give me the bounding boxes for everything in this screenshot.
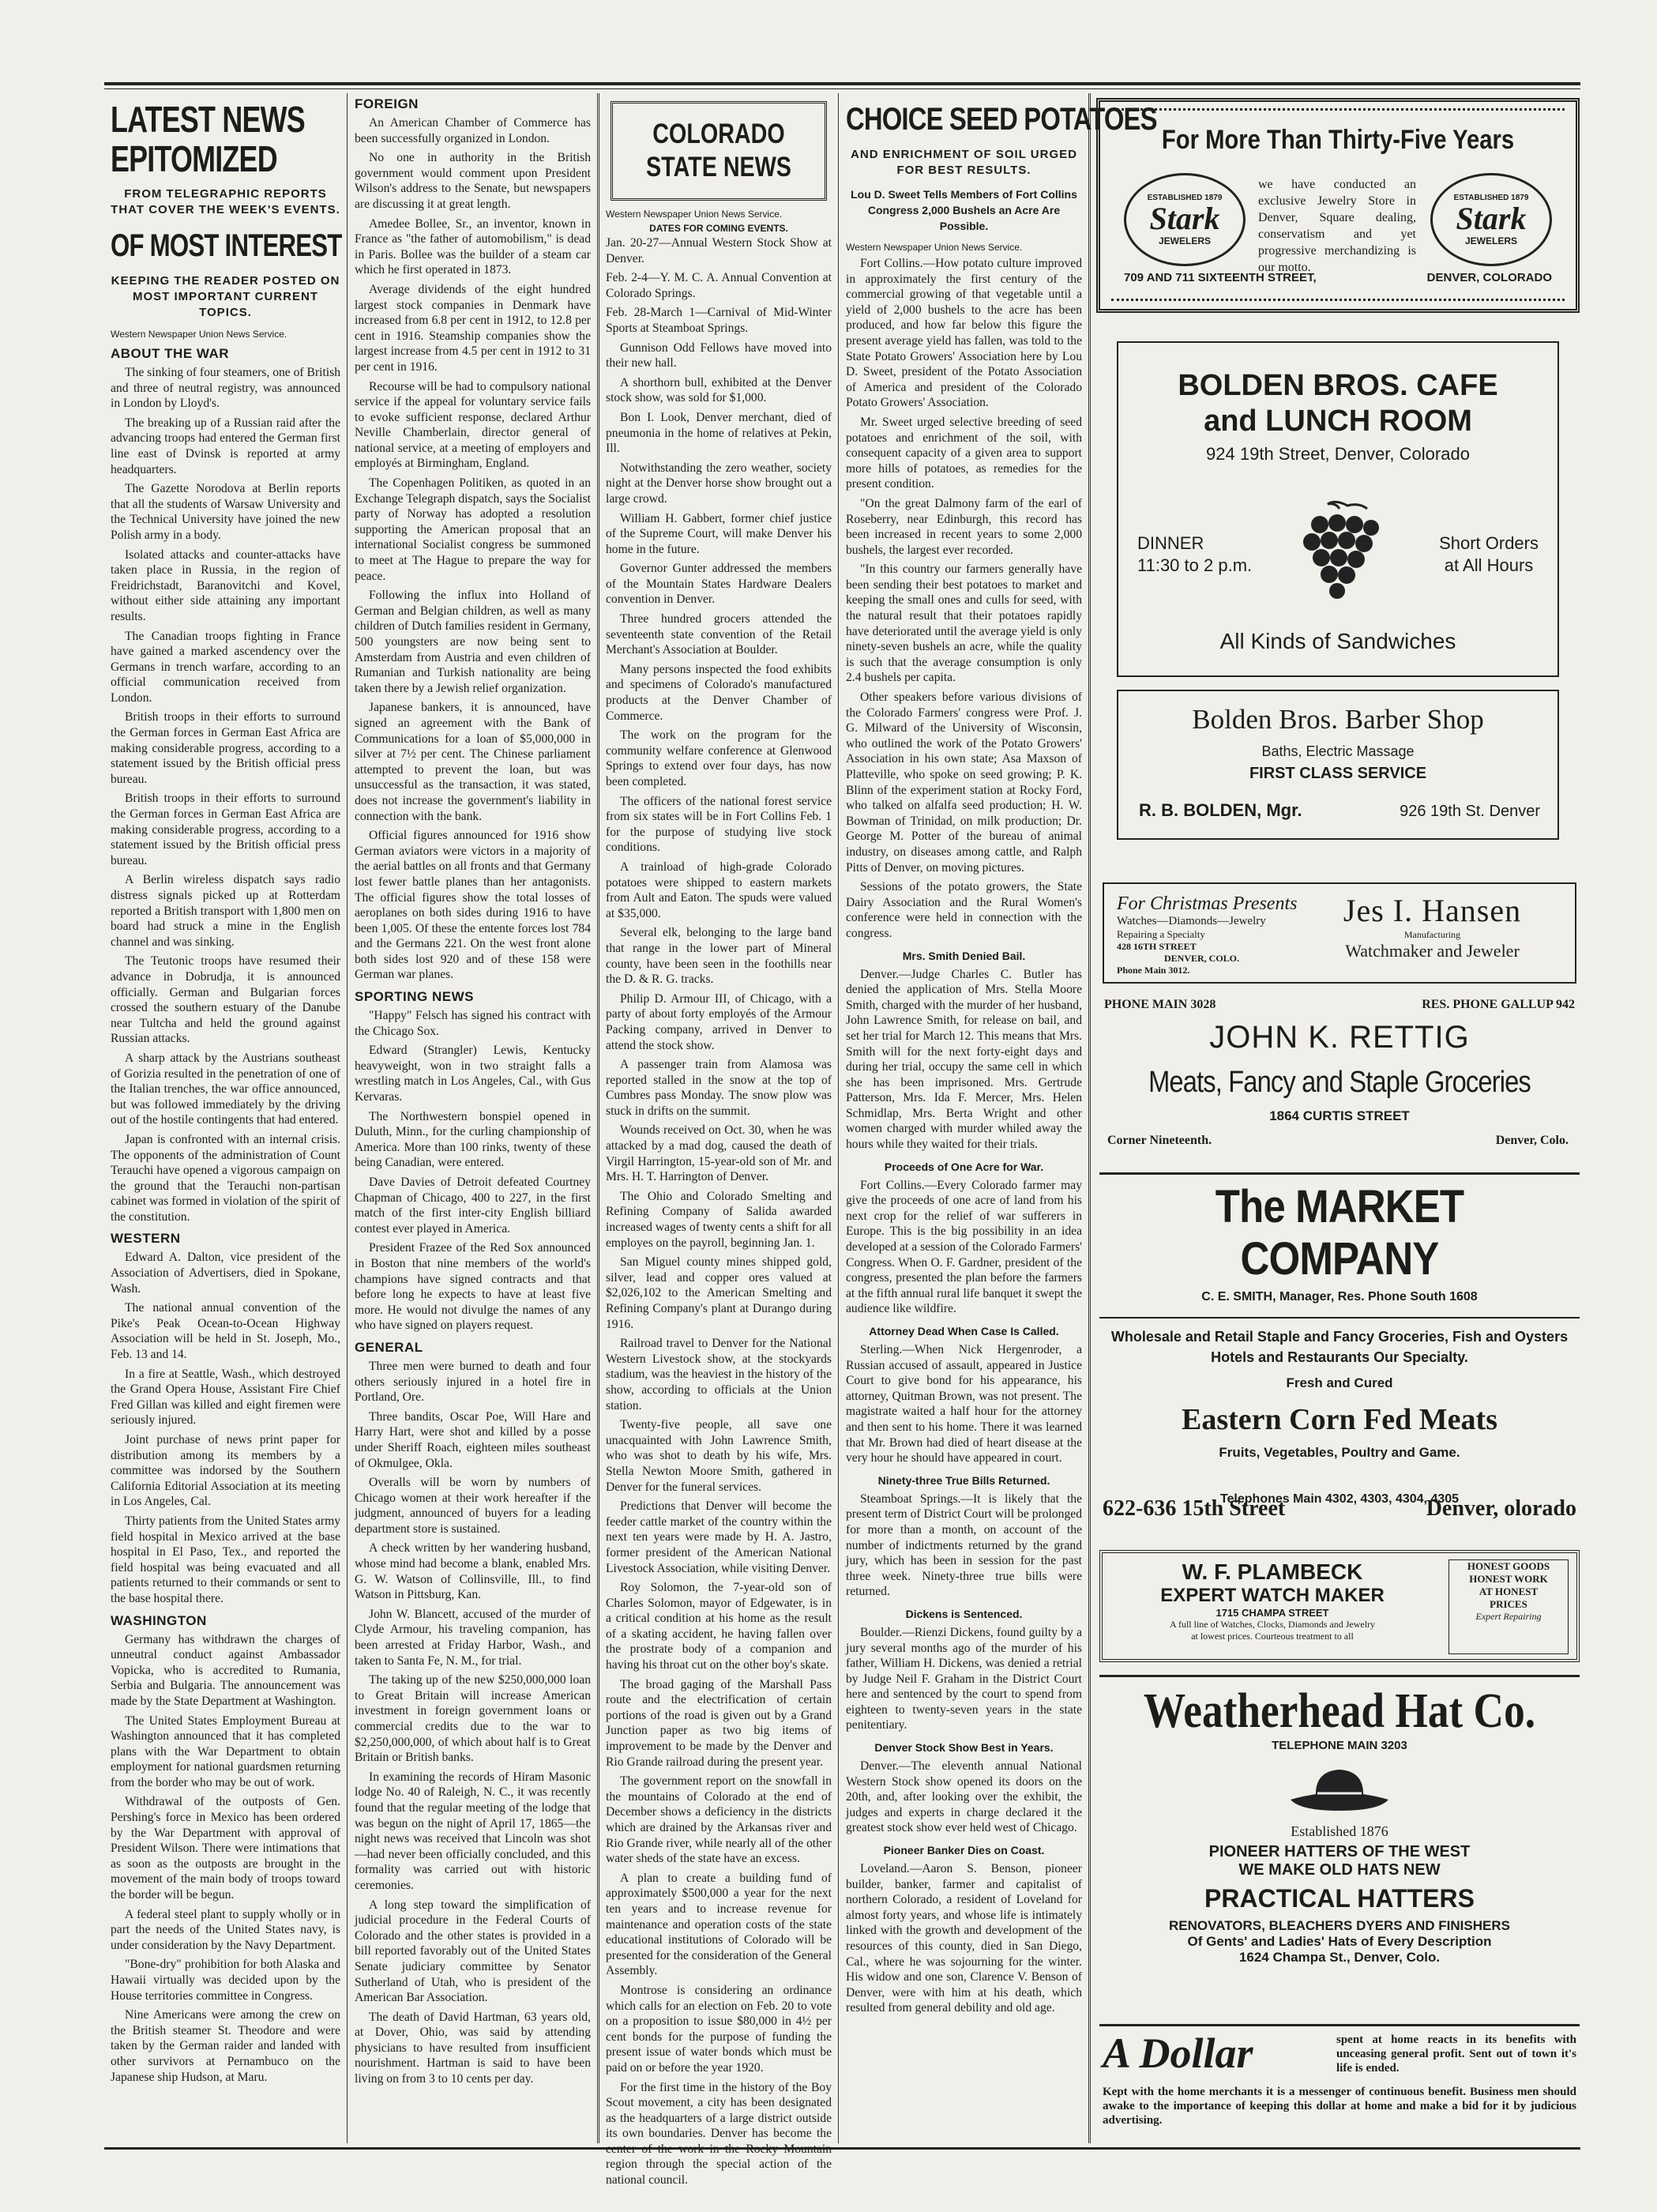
section-sporting-news: SPORTING NEWS	[355, 989, 475, 1005]
stark-seal-left	[1124, 173, 1246, 266]
hansen-street: 428 16TH STREET	[1117, 941, 1197, 952]
article-paragraph: Several elk, belonging to the large band that range in the lower part of Mineral county, have been seen in the foothills near the D. & R. G. tracks.	[606, 926, 832, 987]
deck-keeping-posted: KEEPING THE READER POSTED ON MOST IMPORTANT CURRENT TOPICS.	[111, 274, 340, 319]
rettig-phone-right: RES. PHONE GALLUP 942	[1422, 998, 1575, 1011]
grapes-icon	[1280, 501, 1399, 611]
article-paragraph: A check written by her wandering husband, whose mind had become a blank, enabled Mrs. G. W. Watson of Collinsville, Ill., to find Watson in Pittsburg, Kan.	[355, 1541, 591, 1602]
tag-line: HONEST GOODS	[1467, 1560, 1550, 1572]
article-paragraph: Montrose is considering an ordinance which calls for an election on Feb. 20 to vote on a proposition to issue $80,000 in 4½ per cent bonds for the purpose of funding the present issue of water bonds which must be paid on or before the year 1920.	[606, 1983, 832, 2075]
barber-address: 926 19th St. Denver	[1400, 803, 1540, 820]
plambeck-tag	[1448, 1559, 1569, 1654]
ad-bolden-barber	[1117, 690, 1559, 840]
article-paragraph: Official figures announced for 1916 show German aviators were victors in a majority of the aerial battles on all fronts and that Germany lost fewer battle planes than her antagonists. The official figures show the total losses of aeroplanes on both sides during 1916 to have been 1,005. Of these the entente forces lost 784 and the Germans 221. On the west front alone both sides lost 920 and of these 158 were German war planes.	[355, 829, 591, 982]
plambeck-line-2: at lowest prices. Courteous treatment to all	[1191, 1631, 1354, 1642]
market-fresh: Fresh and Cured	[1286, 1375, 1393, 1390]
article-paragraph: An American Chamber of Commerce has been successfully organized in London.	[355, 116, 591, 145]
masthead-line-1: COLORADO	[652, 118, 785, 149]
hat-established: Established 1876	[1291, 1823, 1388, 1839]
hat-address: 1624 Champa St., Denver, Colo.	[1238, 1950, 1441, 1965]
article-paragraph: Japan is confronted with an internal crisis. The opponents of the administration of Count Terauchi have opened a vigorous campaign on the ground that the Terauchi non-partisan cabinet was formed in violation of the spirit of the constitution.	[111, 1132, 340, 1224]
hat-description: Of Gents' and Ladies' Hats of Every Description	[1187, 1934, 1492, 1949]
credit-line: Western Newspaper Union News Service.	[606, 209, 783, 220]
article-paragraph: Following the influx into Holland of German and Belgian children, as well as many children of Dutch families resident in Germany, 500 youngsters are now being sent to Amsterdam from Austria and even children of Rumanian and Turkish nationality are being taken there by a Jewish relief organization.	[355, 589, 591, 695]
tag-line: HONEST WORK	[1469, 1573, 1548, 1585]
cafe-dinner-hours	[1137, 532, 1252, 577]
article-paragraph: Sessions of the potato growers, the State Dairy Association and the Rural Women's conference were held in connection with the congress.	[846, 880, 1082, 940]
article-paragraph: Gunnison Odd Fellows have moved into their new hall.	[606, 340, 832, 371]
article-paragraph: In a fire at Seattle, Wash., which destroyed the Grand Opera House, Assistant Fire Chief Fred Gillan was killed and eight firemen were seriously injured.	[111, 1367, 340, 1428]
stark-title: For More Than Thirty-Five Years	[1161, 125, 1515, 155]
hansen-city: DENVER, COLO.	[1164, 953, 1240, 964]
article-paragraph: A plan to create a building fund of approximately $500,000 a year for the next ten years and to increase revenue for maintenance and operation costs of the state educational institutions of Colorado will be presented for the consideration of the General Assembly.	[606, 1871, 832, 1978]
ad-john-rettig	[1103, 996, 1576, 1164]
article-paragraph: Withdrawal of the outposts of Gen. Pershing's force in Mexico has been ordered by the War Department with approval of President Wilson. There were intimations that as soon as the outposts are brought in the movement of the main body of troops toward the border will be begun.	[111, 1795, 340, 1902]
cafe-hours: 11:30 to 2 p.m.	[1137, 555, 1253, 575]
article-paragraph: A Berlin wireless dispatch says radio distress signals picked up at Rotterdam reported a British transport with 1,800 men on board had struck a mine in the English channel and was sinking.	[111, 873, 340, 949]
stark-address: 709 AND 711 SIXTEENTH STREET,	[1124, 271, 1317, 284]
article-paragraph: Roy Solomon, the 7-year-old son of Charles Solomon, mayor of Edgewater, is in a critical condition at his home as the result of a skating accident, he having fallen over the prostrate body of a companion and having his throat cut on the other boy's skate.	[606, 1581, 832, 1672]
article-paragraph: Germany has withdrawn the charges of unneutral conduct against Ambassador Vopicka, who is accredited to Rumania, Serbia and Bulgaria. The announcement was made by the State Department at Washington.	[111, 1632, 340, 1708]
section-western: WESTERN	[111, 1231, 181, 1247]
hansen-repairing: Repairing a Specialty	[1117, 928, 1205, 940]
article-paragraph: The Northwestern bonspiel opened in Duluth, Minn., for the curling championship of America. More than 100 rinks, twenty of these being Canadian, were entered.	[355, 1109, 591, 1170]
column-1	[104, 93, 347, 2143]
column-rule	[1088, 93, 1091, 2143]
ad-weatherhead-hat	[1099, 1675, 1580, 2022]
article-paragraph: Fort Collins.—Every Colorado farmer may give the proceeds of one acre of land from his next crop for the relief of war sufferers in Europe. This is the big possibility in an idea developed at a session of the Colorado Farmers' Congress. When O. F. Gardner, president of the congress, presented the plan before the farmers at the fifth annual rural life banquet it swept the audience like wildfire.	[846, 1178, 1082, 1316]
subhead-true-bills: Ninety-three True Bills Returned.	[877, 1473, 1050, 1487]
stark-body: we have conducted an exclusive Jewelry Store in Denver, Square dealing, conservatism and yet progressive merchandizing is our motto.	[1258, 178, 1416, 274]
subhead-smith-bail: Mrs. Smith Denied Bail.	[902, 949, 1026, 962]
article-paragraph: Amedee Bollee, Sr., an inventor, known in France as "the father of automobilism," is dead in Paris. Bollee was the builder of a steam car which he first operated in 1873.	[355, 216, 591, 277]
seal-name: Stark	[1149, 200, 1220, 236]
stark-city: DENVER, COLORADO	[1426, 271, 1552, 284]
hansen-trade: Watchmaker and Jeweler	[1345, 941, 1520, 961]
section-general: GENERAL	[355, 1339, 423, 1355]
top-rule-thin	[104, 88, 1580, 89]
subdeck-sweet: Lou D. Sweet Tells Members of Fort Collins Congress 2,000 Bushels an Acre Are Possible.	[851, 188, 1077, 232]
rettig-street: 1864 CURTIS STREET	[1269, 1108, 1410, 1123]
rettig-name: JOHN K. RETTIG	[1209, 1020, 1470, 1055]
ad-stark-jewelers	[1096, 98, 1580, 313]
subhead-attorney-dead: Attorney Dead When Case Is Called.	[869, 1325, 1059, 1337]
rettig-city: Denver, Colo.	[1495, 1134, 1569, 1147]
article-paragraph: Boulder.—Rienzi Dickens, found guilty by a jury several months ago of the murder of his father, William H. Dickens, was denied a retrial by Judge Neil F. Graham in the District Court here and sentenced by the court to spend from eighteen to twenty-seven years in the state penitentiary.	[846, 1625, 1082, 1732]
article-paragraph: In examining the records of Hiram Masonic lodge No. 40 of Raleigh, N. C., it was recently found that the regular meeting of the lodge that was begun on the night of April 17, 1865—the night news was received that Lincoln was shot—had never been officially concluded, and this formality was carried out with historic ceremonies.	[355, 1770, 591, 1892]
seal-jewelers: JEWELERS	[1464, 235, 1517, 246]
article-paragraph: British troops in their efforts to surround the German forces in German East Africa are making considerable progress, according to a statement issued by the British official press bureau.	[111, 792, 340, 867]
article-paragraph: Predictions that Denver will become the feeder cattle market of the country within the next ten years were made by H. A. Jastro, former president of the American National Livestock Association, while visiting Denver.	[606, 1499, 832, 1575]
headline-most-interest: OF MOST INTEREST	[111, 228, 342, 263]
cafe-sandwiches: All Kinds of Sandwiches	[1219, 629, 1456, 653]
bottom-rule	[104, 2147, 1580, 2150]
article-paragraph: A long step toward the simplification of judicial procedure in the Federal Courts of Colorado and the other states is provided in a bill reported favorably out of the United States Senate judiciary committee by Senator Sutherland of Utah, who is president of the American Bar Association.	[355, 1898, 591, 2005]
article-paragraph: The death of David Hartman, 63 years old, at Dover, Ohio, was said by attending physicians to have resulted from insufficient nourishment. Hartman is said to have been living on from 3 to 10 cents per day.	[355, 2010, 591, 2086]
barber-service: FIRST CLASS SERVICE	[1249, 765, 1427, 782]
ad-jes-hansen	[1103, 882, 1576, 984]
article-paragraph: Steamboat Springs.—It is likely that the present term of District Court will be prolonged for more than a month, on account of the number of indictments returned by the grand jury, which has been in session for the past three week. Ninety-three true bills were returned.	[846, 1492, 1082, 1599]
cafe-short-orders	[1439, 532, 1539, 577]
article-paragraph: Governor Gunter addressed the members of the Mountain States Hardware Dealers convention in Denver.	[606, 562, 832, 607]
article-paragraph: The Copenhagen Politiken, as quoted in an Exchange Telegraph dispatch, says the Socialist party of Norway has adopted a resolution supporting the American proposal that an international Socialist congress be summoned to meet at The Hague to prepare the way for peace.	[355, 476, 591, 583]
article-paragraph: Isolated attacks and counter-attacks have taken place in Russia, in the region of Freidrichstadt, Baranovitchi and Kovel, without either side attaining any important results.	[111, 547, 340, 623]
dates-heading: DATES FOR COMING EVENTS.	[649, 223, 788, 234]
article-paragraph: Railroad travel to Denver for the National Western Livestock show, at the stockyards stadium, was the heaviest in the history of the show, according to officials at the Union station.	[606, 1337, 832, 1413]
hansen-phone: Phone Main 3012.	[1117, 965, 1190, 976]
article-paragraph: Fort Collins.—How potato culture improved in approximately the first century of the commercial growing of that vegetable until a yield of 2,000 bushels to the acre has been produced, and how far below this figure the present average yield has fallen, was told to the State Potato Growers' Association here by Lou D. Sweet, president of the Potato Association of America and president of the Colorado Potato Growers' Association.	[846, 257, 1082, 410]
hansen-name: Jes I. Hansen	[1343, 893, 1522, 928]
column-rule	[347, 93, 348, 2143]
subhead-stock-show: Denver Stock Show Best in Years.	[874, 1741, 1054, 1755]
deck-telegraphic: FROM TELEGRAPHIC REPORTS THAT COVER THE WEEK'S EVENTS.	[111, 187, 340, 216]
hansen-right	[1298, 892, 1567, 961]
market-wholesale: Wholesale and Retail Staple and Fancy Groceries, Fish and Oysters	[1110, 1329, 1569, 1345]
article-paragraph: President Frazee of the Red Sox announced in Boston that nine members of the world's champions have signed contracts and that before long he expects to have at least five more. He would not divulge the names of any who have signed on players request.	[355, 1241, 591, 1333]
market-street: 622-636 15th Street	[1103, 1496, 1286, 1521]
market-name: The MARKET COMPANY	[1215, 1181, 1464, 1285]
article-paragraph: A shorthorn bull, exhibited at the Denver stock show, was sold for $1,000.	[606, 375, 832, 405]
section-foreign: FOREIGN	[355, 96, 419, 111]
article-paragraph: The breaking up of a Russian raid after the advancing troops had entered the German first line east of Dvinsk is reported at army headquarters.	[111, 416, 340, 476]
article-paragraph: A trainload of high-grade Colorado potatoes were shipped to eastern markets from Ault and Eaton. The spuds were valued at $35,000.	[606, 860, 832, 920]
article-paragraph: Many persons inspected the food exhibits and specimens of Colorado's manufactured products at the Denver Chamber of Commerce.	[606, 662, 832, 723]
credit-line: Western Newspaper Union News Service.	[111, 329, 287, 340]
market-phones: Telephones Main 4302, 4303, 4304, 4305	[1219, 1492, 1460, 1506]
ornament-border	[1111, 108, 1565, 118]
article-paragraph: The taking up of the new $250,000,000 loan to Great Britain will increase American investment in foreign government loans or commercial credits due to the war to $2,250,000,000, of which about half is to Great Britain or British banks.	[355, 1673, 591, 1765]
article-paragraph: A passenger train from Alamosa was reported stalled in the snow at the top of Cumbres pass Monday. The snow plow was stuck in drifts on the summit.	[606, 1058, 832, 1118]
market-manager: C. E. SMITH, Manager, Res. Phone South 1608	[1201, 1290, 1478, 1304]
article-paragraph: Japanese bankers, it is announced, have signed an agreement with the Bank of Communications for a loan of $5,000,000 in silver at 7½ per cent. The Chinese parliament attempted to prevent the loan, but was unsuccessful as the transaction, it was stated, does not increase the government's liability in connection with the bank.	[355, 701, 591, 823]
article-paragraph: Loveland.—Aaron S. Benson, pioneer builder, banker, farmer and capitalist of northern Colorado, a resident of Loveland for almost forty years, and whose life is intimately linked with the growth and development of the resources of this county, died in San Diego, Cal., where he was sojourning for the winter. His widow and one son, Clarence V. Benson of Denver, were with him at his death, which resulted from general debility and old age.	[846, 1862, 1082, 2015]
article-paragraph: The government report on the snowfall in the mountains of Colorado at the end of December shows a deficiency in the districts which are drained by the Arkansas river and Rio Grande river, while nearly all of the other water sheds of the state have an excess.	[606, 1774, 832, 1866]
event-date: Feb. 2-4—Y. M. C. A. Annual Convention at Colorado Springs.	[606, 271, 832, 300]
hat-name: Weatherhead Hat Co.	[1143, 1684, 1536, 1738]
article-paragraph: For the first time in the history of the Boy Scout movement, a city has been designated as the headquarters of a large district outside its own boundaries. Denver has become the center of the work in the Rocky Mountain region through the special action of the national council.	[606, 2080, 832, 2188]
barber-manager: R. B. BOLDEN, Mgr.	[1139, 800, 1302, 820]
article-paragraph: Mr. Sweet urged selective breeding of seed potatoes and enrichment of the soil, with consequent capacity of a given area to support more hills of potatoes, as remedies for the present condition.	[846, 415, 1082, 491]
article-paragraph: A sharp attack by the Austrians southeast of Gorizia resulted in the penetration of one of the Italian trenches, the war office announced, but was followed immediately by the driving out of the hostile contingents that had entered.	[111, 1051, 340, 1127]
article-paragraph: The Canadian troops fighting in France have gained a marked ascendency over the Germans in trench warfare, according to an official communication received from London.	[111, 629, 340, 705]
plambeck-street: 1715 CHAMPA STREET	[1216, 1607, 1329, 1619]
section-about-the-war: ABOUT THE WAR	[111, 346, 230, 361]
tag-line: Expert Repairing	[1475, 1611, 1542, 1622]
rettig-corner: Corner Nineteenth.	[1107, 1134, 1212, 1147]
article-paragraph: The officers of the national forest service from six states will be in Fort Collins Feb. 1 for the purpose of studying live stock conditions.	[606, 794, 832, 855]
subhead-one-acre: Proceeds of One Acre for War.	[884, 1160, 1044, 1173]
article-paragraph: Thirty patients from the United States army field hospital in Mexico arrived at the base hospital in El Paso, Tex., and reported the field hospital was being evacuated and all patients returned to their commands or sent to the base hospital there.	[111, 1514, 340, 1605]
article-paragraph: Denver.—Judge Charles C. Butler has denied the application of Mrs. Stella Moore Smith, charged with the murder of her husband, John Lawrence Smith, for release on bail, and set her trial for March 12. This means that Mrs. Smith will for the next forty-eight days and during her trial, occupy the same cell in which she has been imprisoned. Mrs. Gertrude Patterson, Mrs. Ida F. Mercer, Mrs. Helen Schmidlap, Mrs. Berta Wright and other women charged with murder whiled away the hours while they waited for their trials.	[846, 967, 1082, 1152]
article-paragraph: "In this country our farmers generally have been sending their best potatoes to market and keeping the small ones and culls for seed, with the natural result that their potatoes rapidly have deteriorated until the average yield is only ninety-seven bushels an acre, while the quality is such that the average consumption is only 2.4 bushels per capita.	[846, 562, 1082, 685]
dollar-side: spent at home reacts in its benefits with unceasing general profit. Sent out of town it's life is ended.	[1336, 2033, 1576, 2075]
article-paragraph: "Happy" Felsch has signed his contract with the Chicago Sox.	[355, 1009, 591, 1038]
article-paragraph: The Teutonic troops have resumed their advance in Dobrudja, it is announced officially. German and Bulgarian forces crossed the southern estuary of the Danube near Tultcha and held the ground against Russian attacks.	[111, 954, 340, 1046]
hansen-left	[1117, 893, 1297, 976]
article-paragraph: "Bone-dry" prohibition for both Alaska and Hawaii virtually was decided upon by the House territories committee in Congress.	[111, 1958, 340, 2003]
top-rule	[104, 82, 1580, 85]
plambeck-main	[1110, 1559, 1434, 1642]
article-paragraph: Average dividends of the eight hundred largest stock companies in Denmark have increased from 6.8 per cent in 1912, to 12.8 per cent in 1916. Steamship companies show the largest increase from 4.5 per cent in 1912 to 31 per cent in 1916.	[355, 282, 591, 374]
article-paragraph: The work on the program for the community welfare conference at Glenwood Springs to extend over four days, has now been completed.	[606, 728, 832, 788]
article-paragraph: Joint purchase of news print paper for distribution among its members by a committee was indorsed by the Southern California Editorial Association at its meeting in Los Angeles, Cal.	[111, 1433, 340, 1509]
hat-renovators: RENOVATORS, BLEACHERS DYERS AND FINISHERS	[1169, 1918, 1510, 1933]
article-paragraph: Bon I. Look, Denver merchant, died of pneumonia in the home of relatives at Pekin, Ill.	[606, 410, 832, 456]
ornament-border	[1111, 299, 1565, 301]
masthead-line-2: STATE NEWS	[646, 152, 791, 182]
article-paragraph: The broad gaging of the Marshall Pass route and the electrification of certain portions of the road is given out by a Grand Junction paper as two big items of improvement to be made by the Denver and Rio Grande railroad during the present year.	[606, 1677, 832, 1769]
cafe-name-line-1: BOLDEN BROS. CAFE	[1178, 369, 1498, 402]
article-paragraph: "On the great Dalmony farm of the earl of Roseberry, near Edinburgh, this record has been increased in recent years to some 2,000 bushels, the largest ever recorded.	[846, 496, 1082, 557]
subhead-pioneer-banker: Pioneer Banker Dies on Coast.	[883, 1844, 1045, 1857]
seal-established: ESTABLISHED 1879	[1147, 193, 1223, 202]
ad-a-dollar	[1099, 2024, 1580, 2142]
seal-name: Stark	[1456, 200, 1527, 236]
deck-enrichment: AND ENRICHMENT OF SOIL URGED FOR BEST RESULTS.	[851, 148, 1077, 177]
market-rule	[1099, 1317, 1580, 1319]
article-paragraph: San Miguel county mines shipped gold, silver, lead and copper ores valued at $2,026,102 to the American Smelting and Refining Company's plant at Durango during 1916.	[606, 1255, 832, 1331]
seal-jewelers: JEWELERS	[1158, 235, 1211, 246]
article-paragraph: Other speakers before various divisions of the Colorado Farmers' congress were Prof. J. G. Milward of the University of Wisconsin, who outlined the work of the Potato Growers' Association in his own state; Asa Maxson of Platteville, who spoke on seed growing; P. K. Blinn of the experiment station at Rocky Ford, who talked on alfalfa seed production; H. W. Bowman of Trinidad, on milk production; Dr. George M. Potter of the bureau of animal industry, on diseases among cattle, and Ralph Pitts of Denver, on moving pictures.	[846, 690, 1082, 875]
stark-seal-right	[1430, 173, 1552, 266]
cafe-address: 924 19th Street, Denver, Colorado	[1206, 444, 1470, 464]
headline-seed-potatoes: CHOICE SEED POTATOES	[846, 102, 1157, 137]
article-paragraph: Three bandits, Oscar Poe, Will Hare and Harry Hart, were shot and killed by a posse under Sheriff Roach, eighteen miles southeast of Okmulgee, Okla.	[355, 1409, 591, 1470]
article-paragraph: No one in authority in the British government would comment upon President Wilson's address to the Senate, but newspapers are discussing it at great length.	[355, 151, 591, 211]
article-paragraph: Notwithstanding the zero weather, society night at the Denver horse show brought out a large crowd.	[606, 461, 832, 506]
article-paragraph: The national annual convention of the Pike's Peak Ocean-to-Ocean Highway Association will be held in St. Joseph, Mo., Feb. 13 and 14.	[111, 1301, 340, 1362]
dollar-body: Kept with the home merchants it is a messenger of continuous benefit. Business men should awake to the importance of keeping this dollar at home and make a bid for it by judicious advertising.	[1103, 2086, 1576, 2127]
subhead-dickens: Dickens is Sentenced.	[905, 1607, 1023, 1620]
cafe-name-line-2: and LUNCH ROOM	[1204, 404, 1472, 438]
article-paragraph: The Gazette Norodova at Berlin reports that all the students of Warsaw University and the Technical University have joined the new Polish army in a body.	[111, 482, 340, 542]
article-paragraph: The sinking of four steamers, one of British and three of neutral registry, was announced in London by Lloyd's.	[111, 366, 340, 411]
colorado-state-news-masthead	[611, 101, 827, 201]
hansen-christmas: For Christmas Presents	[1117, 893, 1298, 914]
ad-market-company	[1099, 1172, 1580, 1537]
article-paragraph: A federal steel plant to supply wholly or in part the needs of the United States navy, is under consideration by the Navy Department.	[111, 1907, 340, 1952]
article-paragraph: Three hundred grocers attended the seventeenth state convention of the Retail Merchant's Association at Boulder.	[606, 612, 832, 657]
article-paragraph: Philip D. Armour III, of Chicago, with a party of about forty employés of the Armour Packing company, arrived in Denver to attend the stock show.	[606, 991, 832, 1052]
cafe-short-2: at All Hours	[1444, 555, 1534, 575]
hat-icon	[1284, 1762, 1395, 1817]
column-3	[599, 93, 838, 2188]
dollar-big: A Dollar	[1103, 2030, 1253, 2077]
article-paragraph: Sterling.—When Nick Hergenroder, a Russian accused of assault, appeared in Justice Court to give bond for his appearance, his attorney, Quitman Brown, was not present. The magistrate waited a half hour for the attorney and then sent to his home. There it was learned that Mr. Brown had died of heart disease at the very hour he should have appeared in court.	[846, 1343, 1082, 1465]
section-washington: WASHINGTON	[111, 1612, 207, 1628]
article-paragraph: Dave Davies of Detroit defeated Courtney Chapman of Chicago, 400 to 227, in the first match of the first inter-city English billiard contest ever played in America.	[355, 1176, 591, 1236]
article-paragraph: Recourse will be had to compulsory national service if the appeal for voluntary service fails to evoke sufficient response, declared Arthur Neville Chamberlain, director general of national service, at a meeting of employers and employés at Birmingham, England.	[355, 379, 591, 471]
article-paragraph: Denver.—The eleventh annual National Western Stock show opened its doors on the 20th, and, after looking over the exhibit, the judges and experts in charge declared it the greatest stock show ever held west of Chicago.	[846, 1759, 1082, 1835]
cafe-short-1: Short Orders	[1439, 533, 1539, 553]
hat-old-new: WE MAKE OLD HATS NEW	[1238, 1861, 1441, 1879]
article-paragraph: The United States Employment Bureau at Washington announced that it has completed plans with the War Department to obtain employment for national guardsmen returning from the border who may be out of work.	[111, 1714, 340, 1789]
rettig-trade: Meats, Fancy and Staple Groceries	[1148, 1066, 1531, 1099]
seal-established: ESTABLISHED 1879	[1453, 193, 1529, 202]
plambeck-name: W. F. PLAMBECK	[1182, 1559, 1363, 1584]
ad-bolden-cafe	[1117, 341, 1559, 677]
hat-practical: PRACTICAL HATTERS	[1204, 1884, 1475, 1913]
article-paragraph: Wounds received on Oct. 30, when he was attacked by a mad dog, caused the death of Virgil Harrington, 15-year-old son of Mr. and Mrs. H. T. Harrington of Denver.	[606, 1123, 832, 1184]
barber-title: Bolden Bros. Barber Shop	[1192, 704, 1484, 735]
article-paragraph: Twenty-five people, all save one unacquainted with John Lawrence Smith, who was shot to death by his wife, Mrs. Stella Newton Moore Smith, gathered in Denver for the funeral services.	[606, 1418, 832, 1494]
hat-pioneer: PIONEER HATTERS OF THE WEST	[1208, 1843, 1471, 1860]
market-fruits: Fruits, Vegetables, Poultry and Game.	[1219, 1445, 1460, 1460]
hat-phone: TELEPHONE MAIN 3203	[1272, 1739, 1407, 1752]
market-meats: Eastern Corn Fed Meats	[1182, 1403, 1497, 1436]
market-hotels: Hotels and Restaurants Our Specialty.	[1211, 1349, 1468, 1365]
event-date: Jan. 20-27—Annual Western Stock Show at Denver.	[606, 236, 832, 265]
rettig-phone-left: PHONE MAIN 3028	[1104, 998, 1216, 1011]
market-city: Denver, olorado	[1426, 1496, 1576, 1521]
article-paragraph: The Ohio and Colorado Smelting and Refining Company of Salida awarded increased wages of twenty cents a shift for all employes on the payroll, beginning Jan. 1.	[606, 1189, 832, 1250]
credit-line: Western Newspaper Union News Service.	[846, 242, 1023, 253]
ad-plambeck	[1099, 1550, 1580, 1662]
article-paragraph: William H. Gabbert, former chief justice of the Supreme Court, will make Denver his home in the future.	[606, 511, 832, 556]
article-paragraph: British troops in their efforts to surround the German forces in German East Africa are making considerable progress, according to a statement issued by the British official press bureau.	[111, 710, 340, 786]
tag-line: AT HONEST	[1479, 1586, 1539, 1597]
hansen-watches: Watches—Diamonds—Jewelry	[1117, 915, 1266, 927]
article-paragraph: Edward A. Dalton, vice president of the Association of Advertisers, died in Spokane, Wash.	[111, 1251, 340, 1296]
column-2	[348, 93, 597, 2143]
plambeck-trade: EXPERT WATCH MAKER	[1160, 1585, 1385, 1606]
article-paragraph: Edward (Strangler) Lewis, Kentucky heavyweight, won in two straight falls a wrestling match in Los Angeles, Cal., with Gus Kervaras.	[355, 1044, 591, 1104]
article-paragraph: Three men were burned to death and four others seriously injured in a hotel fire in Portland, Ore.	[355, 1359, 591, 1405]
tag-line: PRICES	[1490, 1598, 1527, 1610]
barber-baths: Baths, Electric Massage	[1261, 743, 1415, 759]
headline-latest-news: LATEST NEWS EPITOMIZED	[111, 99, 305, 179]
article-paragraph: Nine Americans were among the crew on the British steamer St. Theodore and were taken by the German raider and landed with other survivors at Pernambuco on the Japanese ship Hudson, at Maru.	[111, 2008, 340, 2084]
column-rule	[838, 93, 839, 2143]
hansen-manufacturing: Manufacturing	[1403, 929, 1461, 940]
article-paragraph: John W. Blancett, accused of the murder of Clyde Armour, his traveling companion, has been arrested at Friday Harbor, Wash., and taken to Santa Fe, N. M., for trial.	[355, 1607, 591, 1668]
article-paragraph: Overalls will be worn by numbers of Chicago women at their work hereafter if the judgment, announced of buyers for a leading department store is sustained.	[355, 1476, 591, 1536]
event-date: Feb. 28-March 1—Carnival of Mid-Winter Sports at Steamboat Springs.	[606, 306, 832, 335]
plambeck-line-1: A full line of Watches, Clocks, Diamonds and Jewelry	[1169, 1619, 1376, 1630]
cafe-dinner: DINNER	[1137, 533, 1204, 553]
